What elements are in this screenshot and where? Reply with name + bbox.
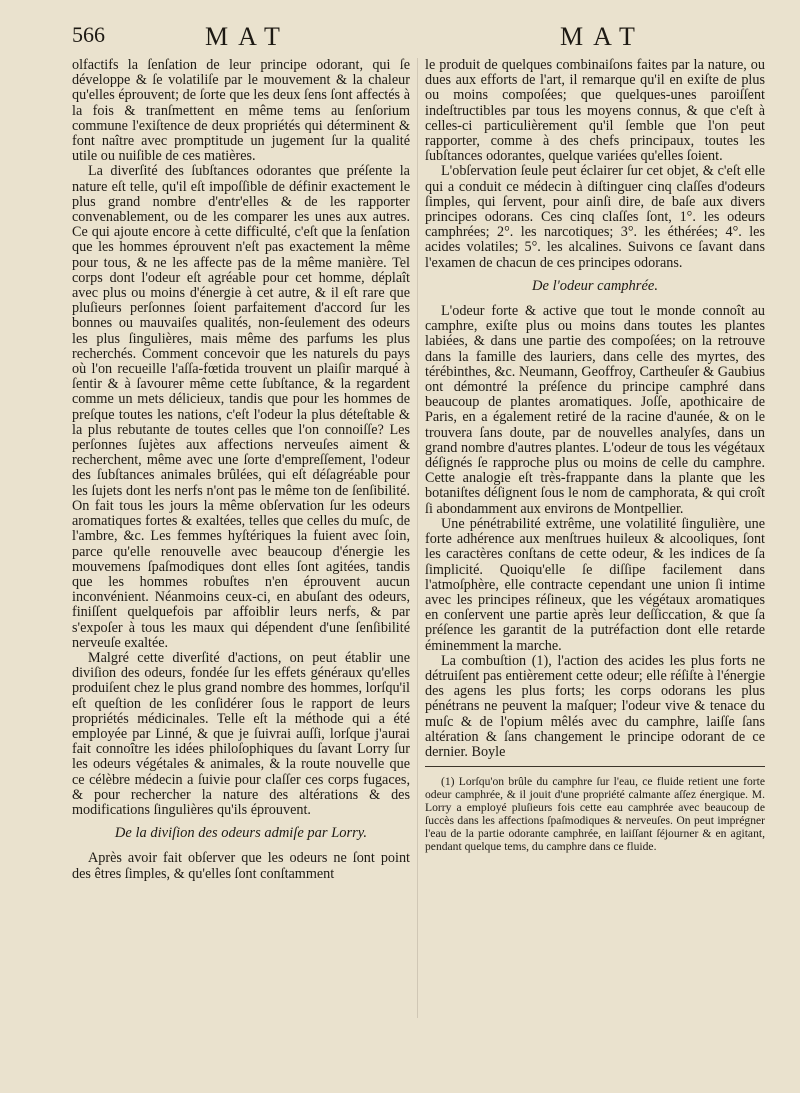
section-heading: De l'odeur camphrée. <box>532 277 658 294</box>
paragraph: Après avoir fait obſerver que les odeurs ne ſont point des êtres ſimples, & qu'elles ſont conſtamment <box>72 850 410 882</box>
right-column <box>425 58 765 853</box>
paragraph: Malgré cette diverſité d'actions, on peut établir une diviſion des odeurs, fondée ſur les effets généraux qu'elles produiſent chez le plus grand nombre des hommes, lorſqu'il eſt queſtion de les conſidérer ſous le rapport de leurs propriétés médicinales. Telle eſt la méthode qui a été employée par Linné, & que je ſuivrai auſſi, lorſque j'aurai fait connoître les idées philoſophiques du ſavant Lorry ſur les odeurs végétales & animales, & la route nouvelle que ce célèbre médecin a ſuivie pour claſſer ces corps fugaces, & pour rechercher la nature des altérations & des modifications ſingulières qu'ils éprouvent. <box>72 649 410 818</box>
footnote: (1) Lorſqu'on brûle du camphre ſur l'eau, ce fluide retient une forte odeur camphrée, & il jouit d'une propriété calmante aſſez énergique. M. Lorry a employé pluſieurs fois cette eau camphrée avec beaucoup de ſuccès dans les affections ſpaſmodiques & nerveuſes. On peut imprégner l'eau de la partie odorante camphrée, en laiſſant ſéjourner & en agitant, pendant quelque tems, du camphre dans ce fluide. <box>425 775 765 854</box>
paragraph: Une pénétrabilité extrême, une volatilité ſingulière, une forte adhérence aux menſtrues huileux & alcooliques, ſont les caractères conſtans de cette odeur, & les indices de ſa ſimplicité. Quoiqu'elle ſe diſſipe facilement dans l'atmoſphère, elle contracte cependant une union ſi intime avec les principes réſineux, que les végétaux aromatiques en conſervent une partie après leur deſſiccation, & que ſa préſence les garantit de la putréfaction dont elle retarde éminemment la marche. <box>425 515 765 654</box>
section-heading: De la diviſion des odeurs admiſe par Lorry. <box>114 825 368 842</box>
running-head-left: MAT <box>205 22 290 51</box>
paragraph: L'obſervation ſeule peut éclairer ſur cet objet, & c'eſt elle qui a conduit ce médecin à diſtinguer cinq claſſes d'odeurs ſimples, qui ſervent, pour ainſi dire, de baſe aux divers principes odorans. Ces cinq claſſes ſont, 1°. les odeurs camphrées; 2°. les narcotiques; 3°. les éthérées; 4°. les acides volatiles; 5°. les alcalines. Suivons ce ſavant dans l'examen de chacun de ces principes odorans. <box>425 163 765 271</box>
page-header <box>70 22 760 52</box>
paragraph: le produit de quelques combinaiſons faites par la nature, ou dues aux efforts de l'art, il remarque qu'il en exiſte de plus ou moins compoſées; que quelques-unes paroiſſent indeſtructibles par tous les moyens connus, & que c'eſt à celles-ci particulièrement qu'il ſemble que l'on peut rapporter, comme à des chefs principaux, toutes les ſubſtances odorantes, quelque variées qu'elles ſoient. <box>425 57 765 165</box>
page-number: 566 <box>72 22 105 47</box>
running-head-right: MAT <box>560 22 645 51</box>
paragraph: La combuſtion (1), l'action des acides les plus forts ne détruiſent pas entièrement cette odeur; elle réſiſte à l'énergie des agens les plus forts; les corps odorans les plus pénétrans ne peuvent la maſquer; l'odeur vive & tenace du muſc & de l'opium mêlés avec du camphre, laiſſe ſans altération & ſans changement le principe odorant de ce dernier. Boyle <box>425 652 765 760</box>
column-divider <box>417 58 418 1018</box>
paragraph: La diverſité des ſubſtances odorantes que préſente la nature eſt telle, qu'il eſt impoſſible de définir exactement le plus grand nombre d'entr'elles & de les rapporter convenablement, ou de les comparer les unes aux autres. Ce qui ajoute encore à cette difficulté, c'eſt que la ſenſation que les hommes éprouvent n'eſt pas exactement la même pour tous, & ne les affecte pas de la même manière. Tel corps dont l'odeur eſt agréable pour cet homme, déplaît avec plus ou moins d'énergie à cet autre, & il eſt rare que pluſieurs perſonnes ſoient parfaitement d'accord ſur les bonnes ou mauvaiſes qualités, non-ſeulement des odeurs les plus ſingulières, mais même des parfums les plus recherchés. Comment concevoir que les naturels du pays où l'on recueille l'aſſa-fœtida trouvent un plaiſir marqué à ſentir & à ſavourer même cette ſubſtance, & la regardent comme un mets délicieux, tandis que pour les hommes de preſque toutes les nations, c'eſt l'odeur la plus déteſtable & la plus rebutante de toutes celles que l'on connoiſſe? Les perſonnes ſujètes aux affections nerveuſes aiment & recherchent, même avec une ſorte d'empreſſement, l'odeur des ſubſtances animales brûlées, qui eſt déſagréable pour les ſujets dont les nerfs n'ont pas le même ton de ſenſibilité. On fait tous les jours la même obſervation ſur les odeurs aromatiques fortes & exaltées, telles que celles du muſc, de l'ambre, &c. Les femmes hyſtériques la fuient avec ſoin, parce qu'elle renouvelle avec beaucoup d'énergie les mouvemens ſpaſmodiques dont elles ſont agitées, tandis que les hommes robuſtes n'en éprouvent aucun inconvénient. Néanmoins ceux-ci, en abuſant des odeurs, finiſſent quelquefois par affoiblir leurs nerfs, & par s'expoſer à tous les maux qui dépendent d'une ſenſibilité nerveuſe exaltée. <box>72 163 410 651</box>
paragraph: olfactifs la ſenſation de leur principe odorant, qui ſe développe & ſe volatiliſe par le mouvement & la chaleur qu'elles éprouvent; de ſorte que les deux ſens ſont affectés à la fois & tranſmettent en même tems au ſenſorium commune l'exiſtence de deux propriétés qui déterminent & font naître avec promptitude un jugement ſur la qualité utile ou nuiſible de ces matières. <box>72 57 410 165</box>
paragraph: L'odeur forte & active que tout le monde connoît au camphre, exiſte plus ou moins dans toutes les plantes labiées, & dans une partie des compoſées; on la retrouve dans la famille des lauriers, dans celle des myrtes, des térébinthes, &c. Neumann, Geoffroy, Cartheuſer & Gaubius ont démontré la préſence du principe camphré dans beaucoup de plantes aromatiques. Joſſe, apothicaire de Paris, en a également retiré de la racine d'aunée, & on le trouvera ſans doute, par de nouvelles analyſes, dans un grand nombre d'autres plantes. L'odeur de tous les végétaux déſignés ſe rapproche plus ou moins de celle du camphre. Cette analogie eſt très-frappante dans la plante que les botaniſtes déſignent ſous le nom de camphorata, & qui croît ſi abondamment aux environs de Montpellier. <box>425 303 765 517</box>
footnote-rule <box>425 766 765 767</box>
left-column <box>72 58 410 882</box>
